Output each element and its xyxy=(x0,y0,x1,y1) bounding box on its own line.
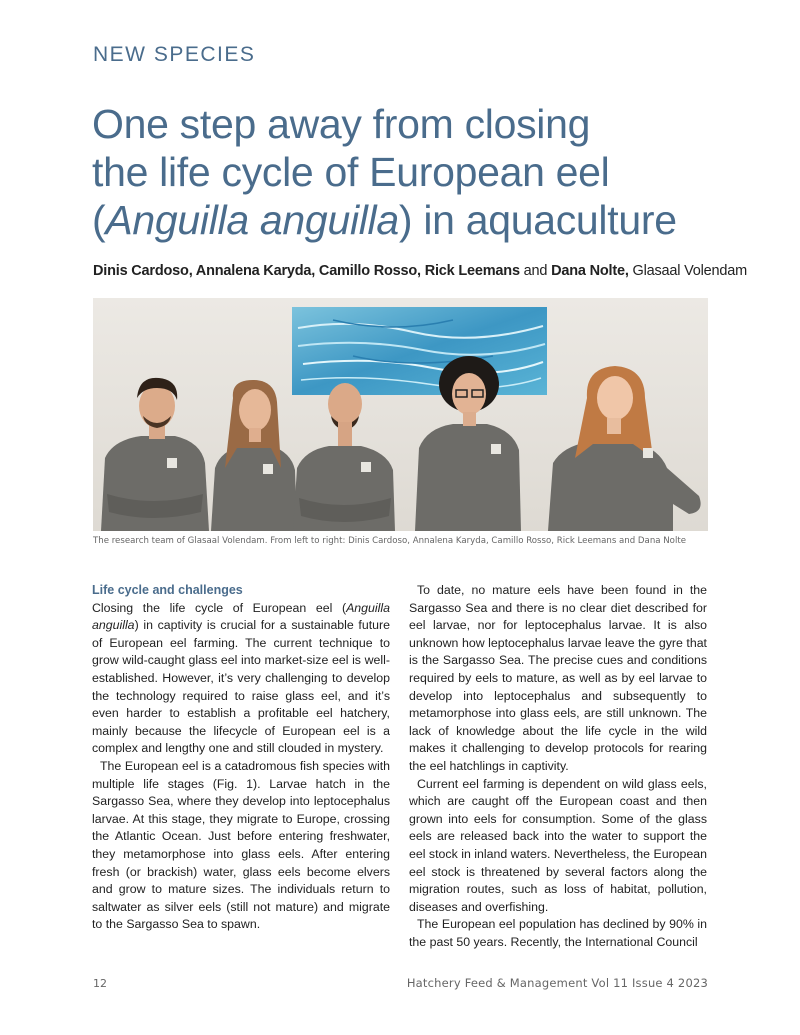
paragraph-1-rest: ) in captivity is crucial for a sustainable future of European eel farming. The current technique to grow wild-caught glass eel into market-size eel is well-established. However, it’s very challenging to develop the technology required to raise glass eel, and it’s even harder to establish a profitable eel hatchery, mainly because the lifecycle of European eel is a complex and lengthy one and still clouded in mystery. xyxy=(92,618,390,756)
body-column-right xyxy=(409,582,707,951)
section-heading: Life cycle and challenges xyxy=(92,583,243,597)
section-label: NEW SPECIES xyxy=(93,43,256,66)
title-species-italic: Anguilla anguilla xyxy=(105,197,399,243)
title-line-3 xyxy=(92,196,677,244)
title-line-1: One step away from closing xyxy=(92,101,591,147)
team-photo xyxy=(93,298,708,531)
article-title xyxy=(92,100,677,244)
author-line xyxy=(93,263,747,279)
body-column-left xyxy=(92,582,390,934)
authors-last-name: Dana Nolte, xyxy=(551,263,629,279)
title-line-2: the life cycle of European eel xyxy=(92,149,610,195)
authors-names: Dinis Cardoso, Annalena Karyda, Camillo Rosso, Rick Leemans xyxy=(93,263,520,279)
photo-caption: The research team of Glasaal Volendam. From left to right: Dinis Cardoso, Annalena Karyda, Camillo Rosso, Rick Leemans and Dana Nolte xyxy=(93,536,686,546)
page-number: 12 xyxy=(93,977,107,990)
team-photo-illustration xyxy=(93,298,708,531)
painting xyxy=(292,307,547,395)
journal-footer: Hatchery Feed & Management Vol 11 Issue 4 2023 xyxy=(406,976,708,990)
authors-affiliation: Glasaal Volendam xyxy=(628,263,747,279)
authors-and: and xyxy=(519,263,552,279)
paragraph-1-start: Closing the life cycle of European eel ( xyxy=(92,600,347,615)
paragraph-1 xyxy=(92,600,390,758)
paragraph-2: The European eel is a catadromous fish species with multiple life stages (Fig. 1). Larvae hatch in the Sargasso Sea, where they develop into leptocephalus larvae. At this stage, they migrate to Europe, crossing the Atlantic Ocean. Just before entering freshwater, they metamorphose into glass eels. After entering fresh (or brackish) water, glass eels become elvers and grow to mature sizes. The individuals return to saltwater as silver eels (still not mature) and migrate to the Sargasso Sea to spawn. xyxy=(92,758,390,932)
title-paren-open: ( xyxy=(92,197,106,243)
paragraph-3: To date, no mature eels have been found in the Sargasso Sea and there is no clear diet described for eel larvae, nor for leptocephalus larvae. It is also unknown how leptocephalus larvae leave the gyre that is the Sargasso Sea. The precise cues and conditions required by eels to mature, as well as by eel larvae to develop into leptocephalus and subsequently to metamorphose into glass eels, are still unknown. The lack of knowledge about the life cycle in the wild makes it challenging to develop protocols for rearing the eel hatchlings in captivity. xyxy=(409,583,707,773)
paragraph-5: The European eel population has declined by 90% in the past 50 years. Recently, the International Council xyxy=(409,917,707,949)
paragraph-1-species: Anguilla anguilla xyxy=(92,600,390,633)
title-line-3-rest: ) in aquaculture xyxy=(398,197,677,243)
paragraph-4: Current eel farming is dependent on wild glass eels, which are caught off the European coast and then grown into eels for consumption. Some of the glass eels are released back into the water to support the eel stock in inland waters. Nevertheless, the European eel stock is threatened by several factors along the migration routes, such as loss of habitat, pollution, diseases and overfishing. xyxy=(409,776,707,914)
